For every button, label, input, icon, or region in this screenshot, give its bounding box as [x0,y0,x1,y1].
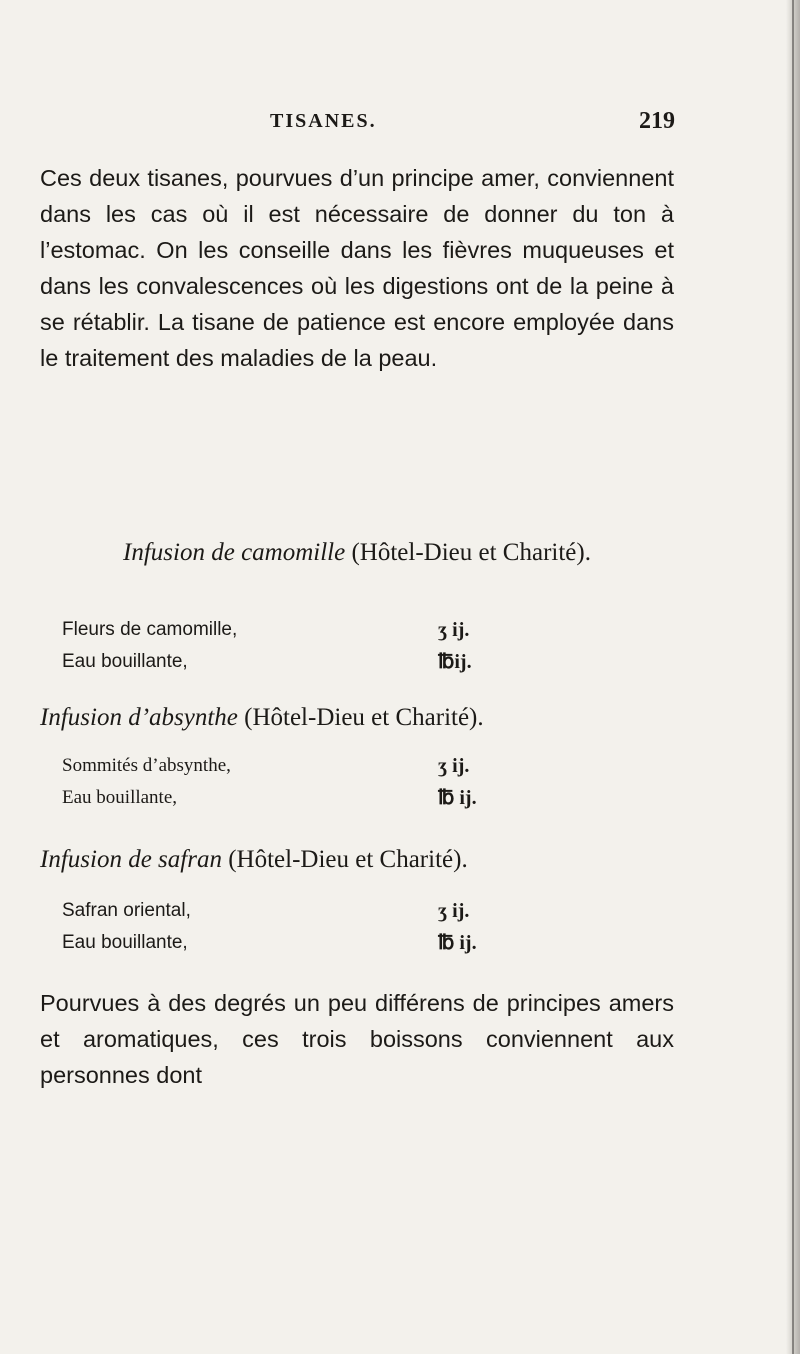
ingredient: Eau bouillante, [62,651,188,672]
recipe-row [62,614,582,646]
recipe-heading-absynthe [40,700,674,736]
ingredient: Fleurs de camomille, [62,619,238,640]
page-edge-line [792,0,794,1354]
quantity: ℔ ij. [438,932,477,954]
ingredient: Safran oriental, [62,900,191,921]
recipe-row [62,782,582,814]
recipe-row [62,646,582,678]
quantity: ℔ ij. [438,787,477,809]
recipe-title-italic: Infusion de safran [40,846,222,873]
recipe-row [62,895,582,927]
quantity: ℔ij. [438,651,472,673]
ingredient: Eau bouillante, [62,787,178,808]
page-number: 219 [639,108,675,134]
paragraph-1: Ces deux tisanes, pourvues d’un principe amer, conviennent dans les cas où il est nécessaire de donner du ton à l’estomac. On les conseille dans les fièvres muqueuses et dans les convalescences où les digestions ont de la peine à se rétablir. La tisane de patience est encore employée dans le traitement des maladies de la peau. [40,165,674,371]
recipe-safran [62,895,582,959]
quantity: ʒ ij. [438,619,470,641]
recipe-heading-safran [40,842,674,878]
page-header [270,110,675,140]
ingredient: Eau bouillante, [62,932,188,953]
recipe-camomille [62,614,582,678]
paragraph-2: Pourvues à des degrés un peu différens de principes amers et aromatiques, ces trois boissons conviennent aux personnes dont [40,990,674,1088]
ingredient: Sommités d’absynthe, [62,755,231,776]
running-title: TISANES. [270,110,377,132]
quantity: ʒ ij. [438,755,470,777]
recipe-row [62,750,582,782]
recipe-title-rest: (Hôtel-Dieu et Charité). [345,539,591,566]
recipe-title-italic: Infusion de camomille [123,539,346,566]
recipe-absynthe [62,750,582,814]
recipe-row [62,927,582,959]
recipe-title-rest: (Hôtel-Dieu et Charité). [221,846,468,873]
recipe-title-rest: (Hôtel-Dieu et Charité). [237,704,484,731]
recipe-heading-camomille [40,535,674,571]
quantity: ʒ ij. [438,900,470,922]
recipe-title-italic: Infusion d’absynthe [40,704,238,731]
